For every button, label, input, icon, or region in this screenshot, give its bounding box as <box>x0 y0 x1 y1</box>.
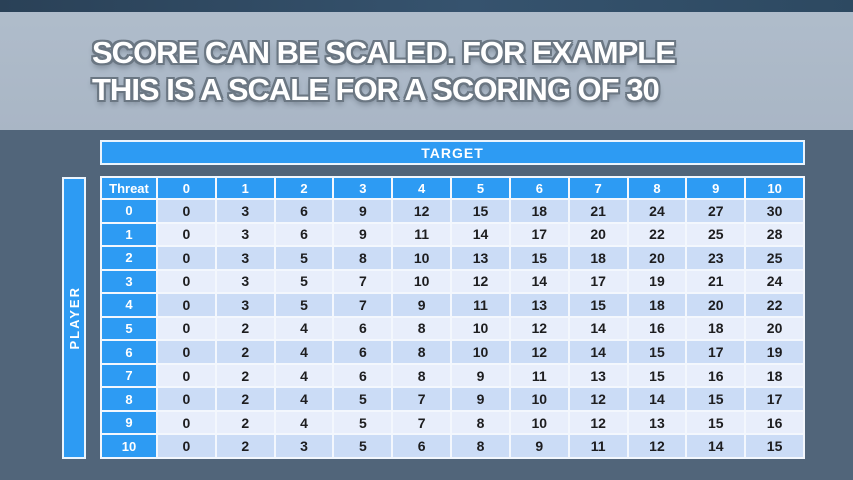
player-label: PLAYER <box>66 286 82 350</box>
target-column-header: 1 <box>217 178 274 198</box>
score-cell: 6 <box>334 318 391 340</box>
score-cell: 8 <box>393 318 450 340</box>
title-band <box>0 12 853 130</box>
score-cell: 4 <box>276 388 333 410</box>
score-cell: 2 <box>217 365 274 387</box>
score-cell: 3 <box>217 247 274 269</box>
score-cell: 8 <box>334 247 391 269</box>
score-cell: 3 <box>217 200 274 222</box>
score-cell: 11 <box>511 365 568 387</box>
threat-corner-cell: Threat <box>102 178 156 198</box>
score-cell: 0 <box>158 388 215 410</box>
score-cell: 0 <box>158 247 215 269</box>
top-edge-strip <box>0 0 853 12</box>
score-cell: 10 <box>511 388 568 410</box>
player-row-header: 2 <box>102 247 156 269</box>
score-cell: 6 <box>334 365 391 387</box>
player-row-header: 4 <box>102 294 156 316</box>
score-cell: 8 <box>393 341 450 363</box>
score-cell: 18 <box>746 365 803 387</box>
score-cell: 21 <box>570 200 627 222</box>
score-cell: 15 <box>570 294 627 316</box>
target-column-header: 0 <box>158 178 215 198</box>
score-cell: 9 <box>334 200 391 222</box>
score-cell: 5 <box>276 247 333 269</box>
score-cell: 12 <box>629 435 686 457</box>
score-cell: 14 <box>452 224 509 246</box>
score-cell: 10 <box>393 247 450 269</box>
player-row-header: 5 <box>102 318 156 340</box>
score-cell: 5 <box>276 271 333 293</box>
score-cell: 15 <box>629 365 686 387</box>
score-cell: 8 <box>393 365 450 387</box>
score-cell: 13 <box>629 412 686 434</box>
score-cell: 7 <box>334 271 391 293</box>
slide-title <box>92 34 675 108</box>
score-cell: 7 <box>393 388 450 410</box>
score-cell: 14 <box>570 341 627 363</box>
score-cell: 8 <box>452 435 509 457</box>
score-cell: 10 <box>452 341 509 363</box>
score-cell: 3 <box>276 435 333 457</box>
score-cell: 20 <box>746 318 803 340</box>
score-cell: 15 <box>687 388 744 410</box>
score-cell: 15 <box>629 341 686 363</box>
score-cell: 13 <box>570 365 627 387</box>
player-row-header: 8 <box>102 388 156 410</box>
score-cell: 4 <box>276 365 333 387</box>
score-cell: 17 <box>570 271 627 293</box>
score-cell: 17 <box>746 388 803 410</box>
target-column-header: 9 <box>687 178 744 198</box>
score-cell: 13 <box>452 247 509 269</box>
target-column-header: 10 <box>746 178 803 198</box>
target-column-header: 4 <box>393 178 450 198</box>
score-cell: 18 <box>570 247 627 269</box>
score-cell: 20 <box>570 224 627 246</box>
score-cell: 3 <box>217 294 274 316</box>
player-row-header: 6 <box>102 341 156 363</box>
score-cell: 0 <box>158 294 215 316</box>
score-cell: 11 <box>452 294 509 316</box>
player-row-header: 3 <box>102 271 156 293</box>
score-cell: 15 <box>511 247 568 269</box>
score-cell: 14 <box>629 388 686 410</box>
score-cell: 0 <box>158 200 215 222</box>
score-cell: 13 <box>511 294 568 316</box>
player-row-header: 10 <box>102 435 156 457</box>
target-label: TARGET <box>421 144 484 161</box>
score-cell: 17 <box>511 224 568 246</box>
score-cell: 12 <box>511 341 568 363</box>
score-cell: 6 <box>276 200 333 222</box>
target-column-header: 8 <box>629 178 686 198</box>
player-row-header: 1 <box>102 224 156 246</box>
target-column-header: 7 <box>570 178 627 198</box>
score-cell: 20 <box>687 294 744 316</box>
score-cell: 24 <box>746 271 803 293</box>
score-cell: 0 <box>158 318 215 340</box>
score-cell: 10 <box>511 412 568 434</box>
score-cell: 28 <box>746 224 803 246</box>
score-cell: 7 <box>334 294 391 316</box>
score-cell: 2 <box>217 341 274 363</box>
score-cell: 22 <box>629 224 686 246</box>
target-column-header: 5 <box>452 178 509 198</box>
score-cell: 12 <box>570 412 627 434</box>
score-cell: 23 <box>687 247 744 269</box>
title-line-2: THIS IS A SCALE FOR A SCORING OF 30 <box>92 72 659 107</box>
score-cell: 5 <box>334 388 391 410</box>
title-line-1: SCORE CAN BE SCALED. FOR EXAMPLE <box>92 35 675 70</box>
score-cell: 18 <box>687 318 744 340</box>
score-cell: 24 <box>629 200 686 222</box>
score-cell: 3 <box>217 224 274 246</box>
score-cell: 12 <box>452 271 509 293</box>
score-cell: 2 <box>217 388 274 410</box>
score-cell: 12 <box>511 318 568 340</box>
score-cell: 14 <box>511 271 568 293</box>
player-row-header: 0 <box>102 200 156 222</box>
score-cell: 20 <box>629 247 686 269</box>
score-cell: 16 <box>687 365 744 387</box>
target-axis-header <box>100 140 805 165</box>
score-cell: 16 <box>629 318 686 340</box>
score-cell: 4 <box>276 318 333 340</box>
score-cell: 30 <box>746 200 803 222</box>
score-cell: 16 <box>746 412 803 434</box>
score-cell: 6 <box>334 341 391 363</box>
score-cell: 10 <box>452 318 509 340</box>
score-cell: 27 <box>687 200 744 222</box>
score-cell: 21 <box>687 271 744 293</box>
score-cell: 11 <box>570 435 627 457</box>
score-cell: 5 <box>334 435 391 457</box>
score-cell: 5 <box>334 412 391 434</box>
score-cell: 19 <box>629 271 686 293</box>
score-cell: 9 <box>452 388 509 410</box>
score-cell: 4 <box>276 341 333 363</box>
score-cell: 25 <box>687 224 744 246</box>
score-cell: 0 <box>158 224 215 246</box>
score-cell: 6 <box>276 224 333 246</box>
score-cell: 2 <box>217 318 274 340</box>
score-cell: 9 <box>334 224 391 246</box>
score-cell: 18 <box>629 294 686 316</box>
score-cell: 2 <box>217 412 274 434</box>
score-cell: 15 <box>687 412 744 434</box>
score-cell: 10 <box>393 271 450 293</box>
player-axis-header <box>62 177 86 459</box>
score-cell: 5 <box>276 294 333 316</box>
score-cell: 11 <box>393 224 450 246</box>
score-cell: 22 <box>746 294 803 316</box>
player-row-header: 7 <box>102 365 156 387</box>
score-cell: 9 <box>452 365 509 387</box>
score-cell: 19 <box>746 341 803 363</box>
target-column-header: 2 <box>276 178 333 198</box>
score-cell: 3 <box>217 271 274 293</box>
score-cell: 15 <box>746 435 803 457</box>
score-cell: 9 <box>511 435 568 457</box>
target-column-header: 6 <box>511 178 568 198</box>
score-cell: 4 <box>276 412 333 434</box>
score-cell: 12 <box>393 200 450 222</box>
score-cell: 0 <box>158 435 215 457</box>
score-cell: 2 <box>217 435 274 457</box>
score-cell: 15 <box>452 200 509 222</box>
score-cell: 14 <box>687 435 744 457</box>
score-cell: 6 <box>393 435 450 457</box>
score-cell: 8 <box>452 412 509 434</box>
score-cell: 18 <box>511 200 568 222</box>
score-cell: 7 <box>393 412 450 434</box>
score-cell: 0 <box>158 412 215 434</box>
score-cell: 17 <box>687 341 744 363</box>
score-cell: 0 <box>158 365 215 387</box>
score-cell: 14 <box>570 318 627 340</box>
score-cell: 12 <box>570 388 627 410</box>
score-cell: 0 <box>158 271 215 293</box>
score-cell: 9 <box>393 294 450 316</box>
score-cell: 25 <box>746 247 803 269</box>
score-table <box>100 176 805 459</box>
player-row-header: 9 <box>102 412 156 434</box>
target-column-header: 3 <box>334 178 391 198</box>
score-cell: 0 <box>158 341 215 363</box>
